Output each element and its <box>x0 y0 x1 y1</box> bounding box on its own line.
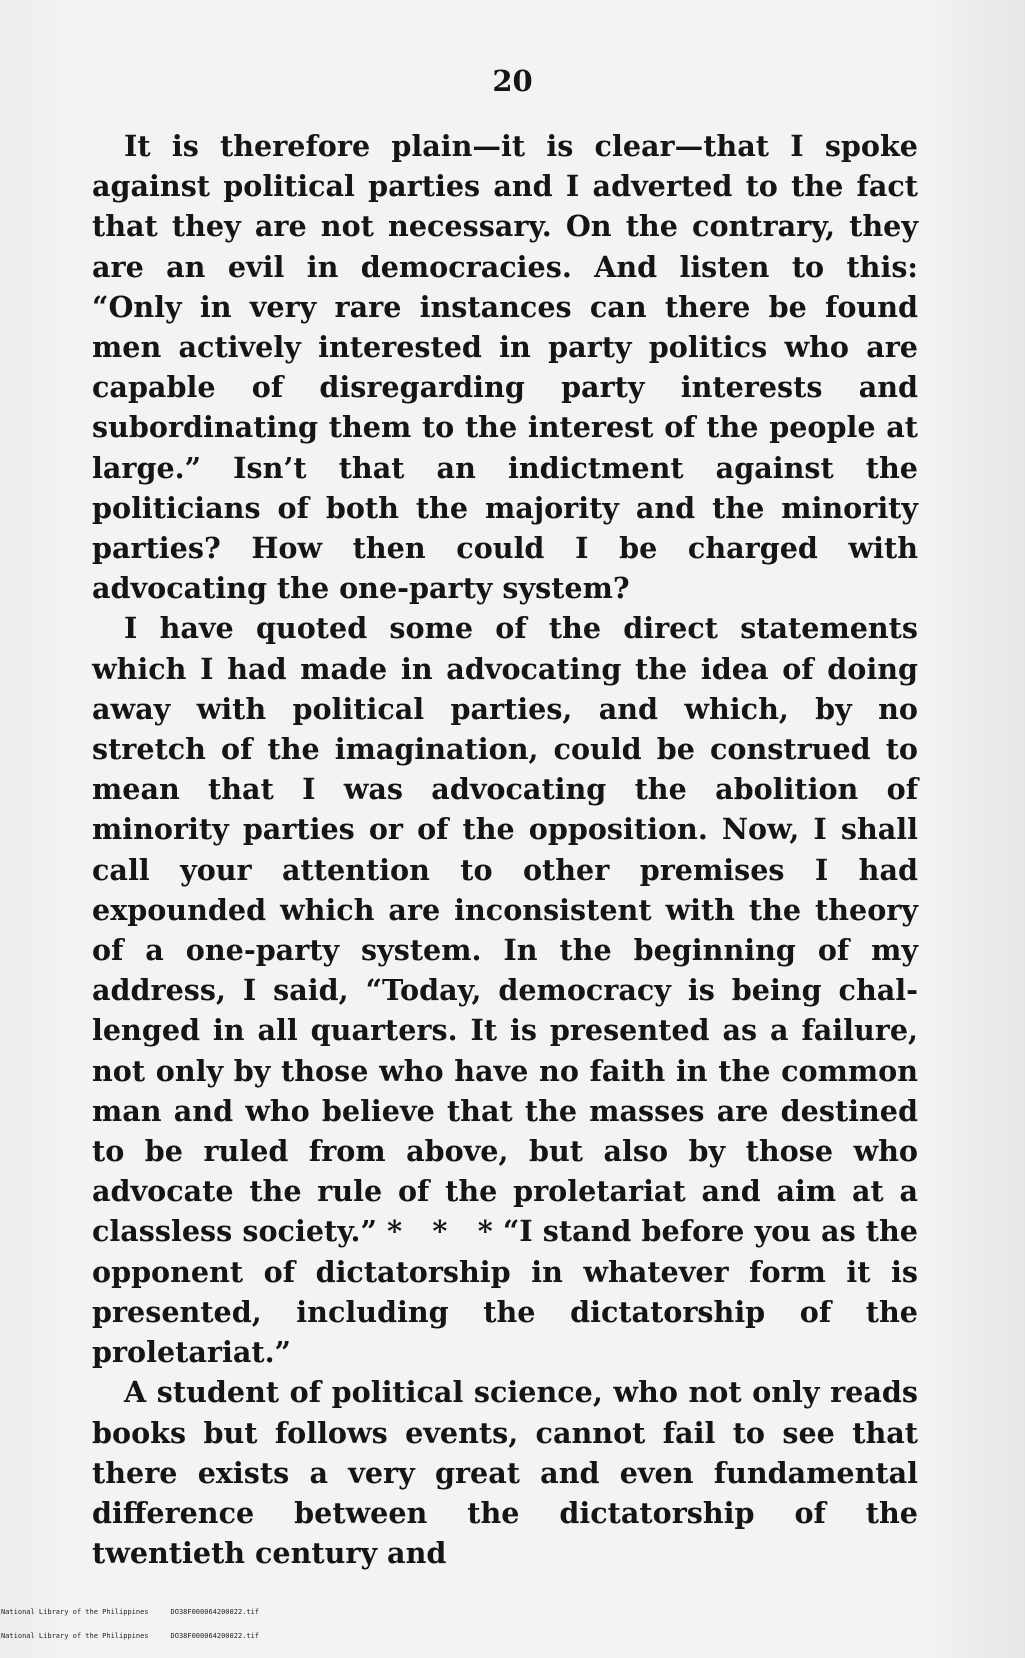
scan-footer <box>1 1592 259 1656</box>
paragraph: A student of political science, who not only reads books but follows events, cannot fail to see that there exists a very great and even fundamental difference between the dictatorship of the twentieth century and <box>92 1375 918 1571</box>
paragraph: It is therefore plain—it is clear—that I spoke against political parties and I adverted to the fact that they are not necessary. On the contrary, they are an evil in democracies. And listen to this: “Only in very rare instances can there be found men actively interested in party politics who are capable of disregarding party interests and subordinating them to the interest of the people at large.” Isn’t that an indictment against the politicians of both the majority and the minority parties? How then could I be charged with advocating the one-party system? <box>92 129 918 606</box>
footer-file: DO38F000064200022.tif <box>170 1632 260 1640</box>
footer-line <box>1 1632 259 1640</box>
footer-file: DO38F000064200022.tif <box>170 1608 260 1616</box>
footer-library: National Library of the Philippines <box>1 1632 149 1640</box>
paragraph: I have quoted some of the direct statements which I had made in advocating the idea of doing away with political parties, and which, by no stretch of the imagination, could be construed to mean that I was advocating the abolition of minority parties or of the opposition. Now, I shall call your attention to other premises I had expounded which are inconsistent with the theory of a one-party system. In the beginning of my address, I said, “Today, democracy is being challenged in all quarters. It is presented as a failure, not only by those who have no faith in the common man and who believe that the masses are destined to be ruled from above, but also by those who advocate the rule of the proletariat and aim at a classless society.” * * * “I stand before you as the opponent of dictatorship in whatever form it is presented, including the dictatorship of the proletariat.” <box>92 611 918 1370</box>
footer-line <box>1 1608 259 1616</box>
footer-library: National Library of the Philippines <box>1 1608 149 1616</box>
page-number: 20 <box>492 64 533 98</box>
body-text <box>92 126 918 1573</box>
